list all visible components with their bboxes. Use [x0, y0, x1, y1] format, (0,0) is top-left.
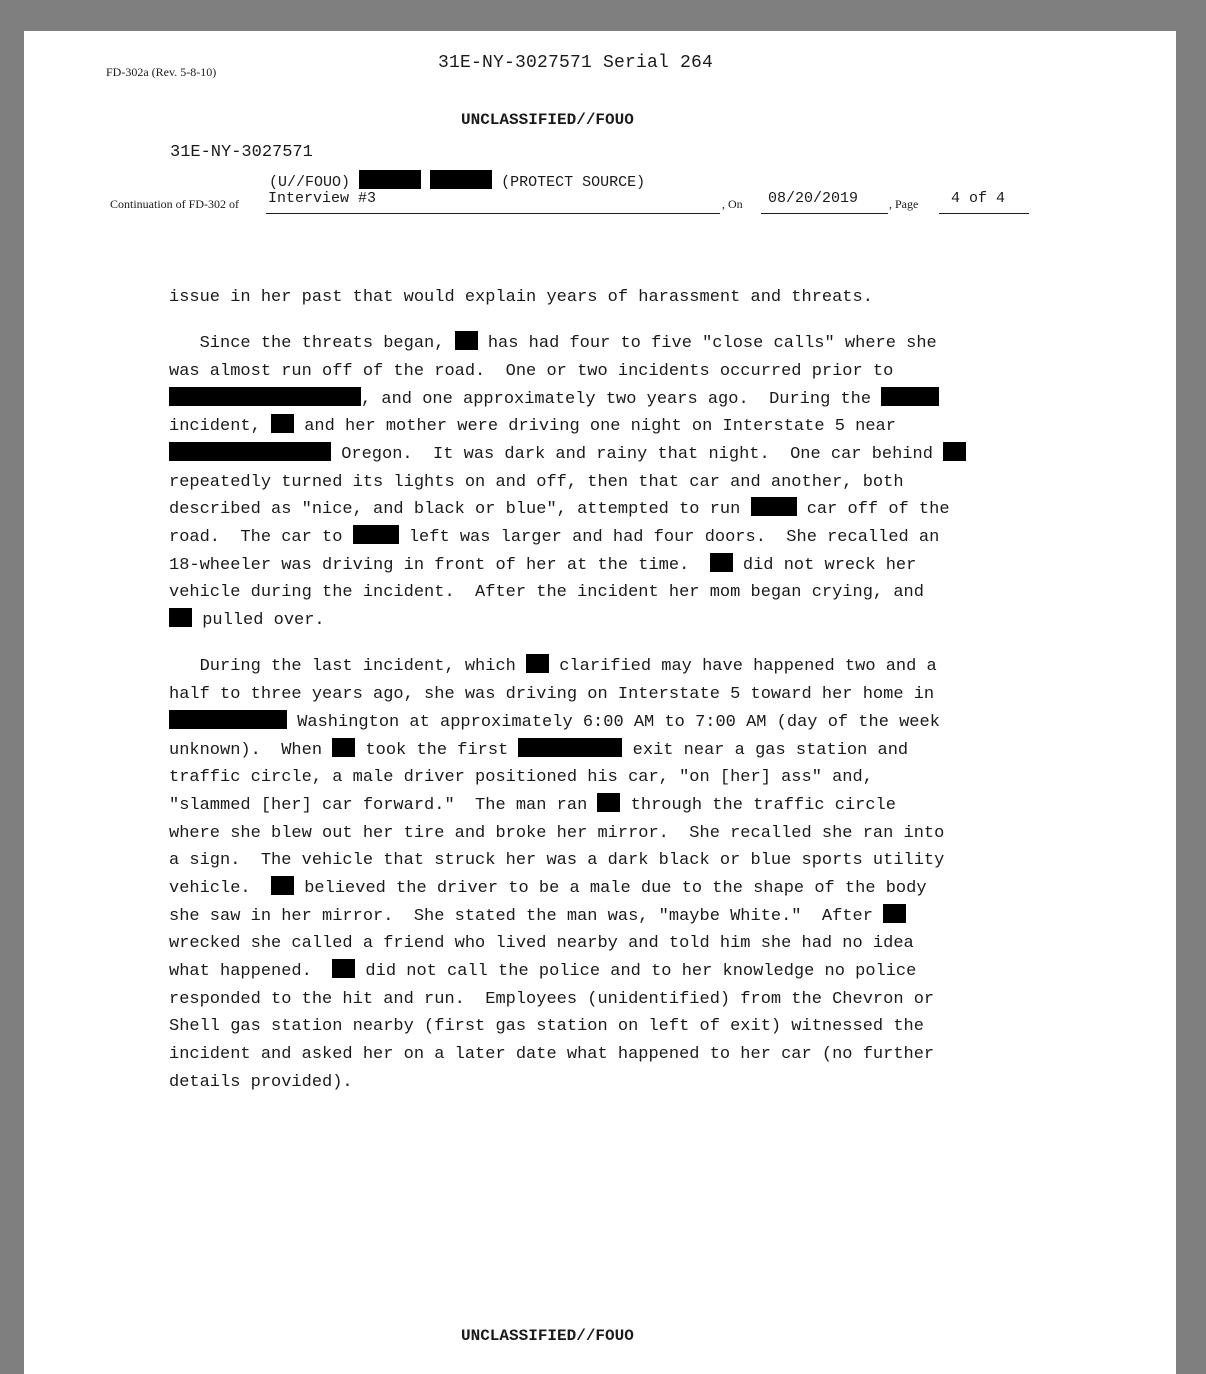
page-underline [939, 213, 1029, 214]
continuation-label: Continuation of FD-302 of [110, 197, 239, 211]
subject-line [269, 170, 645, 191]
redaction-block [883, 904, 906, 923]
form-id: FD-302a (Rev. 5-8-10) [106, 65, 217, 79]
text-line: , and one approximately two years ago. During the [169, 386, 1044, 414]
redaction-block [353, 525, 399, 544]
text-line: 18-wheeler was driving in front of her at the time. did not wreck her [169, 552, 1044, 580]
text-line: where she blew out her tire and broke her mirror. She recalled she ran into [169, 823, 945, 843]
text-line: incident and asked her on a later date what happened to her car (no further [169, 1045, 935, 1065]
redaction-block [332, 738, 355, 757]
subject-prefix: (U//FOUO) [269, 174, 351, 191]
date-underline [761, 213, 888, 214]
text-line: road. The car to left was larger and had four doors. She recalled an [169, 524, 1044, 552]
page-label: , Page [889, 197, 919, 211]
redaction-block [597, 793, 620, 812]
text-line: pulled over. [169, 607, 1044, 635]
text-line: was almost run off of the road. One or two incidents occurred prior to [169, 361, 894, 381]
redaction-block [526, 654, 549, 673]
redaction-block [710, 553, 733, 572]
text-line: repeatedly turned its lights on and off, then that car and another, both [169, 472, 904, 492]
date-field: 08/20/2019 [768, 190, 859, 207]
interview-underline [266, 213, 720, 214]
text-line: responded to the hit and run. Employees (unidentified) from the Chevron or [169, 989, 935, 1009]
redaction-block [169, 442, 331, 461]
text-line: half to three years ago, she was driving on Interstate 5 toward her home in [169, 685, 935, 705]
document-body [169, 284, 1044, 1096]
text-line: "slammed [her] car forward." The man ran through the traffic circle [169, 792, 1044, 820]
redaction-block [455, 331, 478, 350]
text-line: traffic circle, a male driver positioned his car, "on [her] ass" and, [169, 768, 873, 788]
redaction-block [332, 959, 355, 978]
text-line: described as "nice, and black or blue", attempted to run car off of the [169, 496, 1044, 524]
text-line: vehicle. believed the driver to be a male due to the shape of the body [169, 875, 1044, 903]
text-line: Shell gas station nearby (first gas station on left of exit) witnessed the [169, 1017, 924, 1037]
redaction-block [430, 170, 492, 189]
interview-field: Interview #3 [268, 190, 377, 207]
subject-suffix: (PROTECT SOURCE) [501, 174, 646, 191]
text-line: Washington at approximately 6:00 AM to 7:00 AM (day of the week [169, 709, 1044, 737]
redaction-block [943, 442, 966, 461]
text-line: During the last incident, which clarified may have happened two and a [169, 653, 1044, 681]
classification-top: UNCLASSIFIED//FOUO [461, 111, 634, 129]
text-line: she saw in her mirror. She stated the man was, "maybe White." After [169, 903, 1044, 931]
text-line: issue in her past that would explain years of harassment and threats. [169, 288, 873, 307]
text-line: unknown). When took the first exit near a gas station and [169, 737, 1044, 765]
redaction-block [271, 876, 294, 895]
redaction-block [169, 608, 192, 627]
text-line: wrecked she called a friend who lived nearby and told him she had no idea [169, 934, 914, 954]
classification-bottom: UNCLASSIFIED//FOUO [461, 1327, 634, 1345]
redaction-block [169, 710, 287, 729]
text-line: a sign. The vehicle that struck her was a dark black or blue sports utility [169, 851, 945, 871]
on-label: , On [722, 197, 743, 211]
case-number: 31E-NY-3027571 [170, 143, 313, 162]
redaction-block [751, 497, 797, 516]
redaction-block [359, 170, 421, 189]
text-line: vehicle during the incident. After the incident her mom began crying, and [169, 583, 924, 603]
page-number-field: 4 of 4 [951, 190, 1006, 207]
redaction-block [169, 387, 361, 406]
document-page [24, 31, 1176, 1374]
redaction-block [881, 387, 939, 406]
serial-line: 31E-NY-3027571 Serial 264 [438, 53, 714, 73]
text-line: what happened. did not call the police and to her knowledge no police [169, 958, 1044, 986]
text-line: details provided). [169, 1072, 353, 1092]
redaction-block [518, 738, 622, 757]
text-line: incident, and her mother were driving one night on Interstate 5 near [169, 413, 1044, 441]
text-line: Oregon. It was dark and rainy that night. One car behind [169, 441, 1044, 469]
redaction-block [271, 414, 294, 433]
text-line: Since the threats began, has had four to five "close calls" where she [169, 330, 1044, 358]
